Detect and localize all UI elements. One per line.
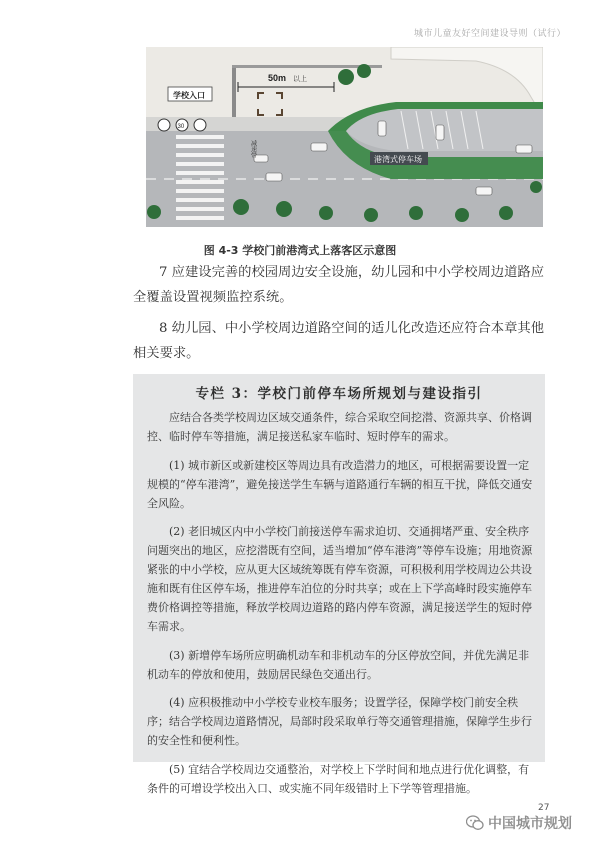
sidebar-box xyxy=(133,374,545,795)
speed-bump-label xyxy=(250,139,257,159)
box-paragraph: (1) 城市新区或新建校区等周边具有改造潜力的地区，可根据需要设置一定规模的“停车港湾”，避免接送学生车辆与道路通行车辆的相互干扰，降低交通安全风险。 xyxy=(147,458,533,510)
bay-parking-label: 港湾式停车场 xyxy=(374,155,422,164)
no-parking-sign-icon xyxy=(194,119,206,131)
box-paragraph: (2) 老旧城区内中小学校门前接送停车需求迫切、交通拥堵严重、安全秩序问题突出的地区，应挖潜既有空间，适当增加“停车港湾”等停车设施；用地资源紧张的中小学校，应从更大区域统筹既有停车资源，可积极利用学校周边公共设施和既有住区停车场，推进停车泊位的分时共享；或在上下学高峰时段实施停车费价格调控等措施，释放学校周边道路的路内停车资源，满足接送学生的短时停车需求。 xyxy=(147,525,533,633)
drop-off-area-diagram xyxy=(146,47,543,227)
distance-label: 50m xyxy=(268,73,287,83)
entrance-label: 学校入口 xyxy=(173,91,205,100)
sidebar-box-title: 专栏 3：学校门前停车场所规划与建设指引 xyxy=(195,386,483,402)
wechat-icon xyxy=(466,815,484,831)
figure-caption: 图 4-3 学校门前港湾式上落客区示意图 xyxy=(203,244,397,257)
sidebar-box-body xyxy=(147,408,533,807)
box-paragraph: (4) 应积极推动中小学校专业校车服务；设置学径，保障学校门前安全秩序；结合学校周边道路情况，局部时段采取单行等交通管理措施，保障学生步行的安全性和便利性。 xyxy=(147,696,532,747)
watermark-text: 中国城市规划 xyxy=(488,816,572,832)
pedestrian-sign-icon xyxy=(158,119,170,131)
bay-parking-area xyxy=(346,109,543,151)
box-paragraph: 应结合各类学校周边区域交通条件，综合采取空间挖潜、资源共享、价格调控、临时停车等措施，满足接送私家车临时、短时停车的需求。 xyxy=(147,411,532,443)
gate-pillar xyxy=(232,65,236,117)
running-header: 城市儿童友好空间建设导则（试行） xyxy=(413,29,566,39)
watermark xyxy=(466,813,572,833)
box-paragraph: (5) 宜结合学校周边交通整治，对学校上下学时间和地点进行优化调整，有条件的可增设学校出入口、或实施不同年级错时上下学等管理措施。 xyxy=(147,762,530,795)
body-paragraph-8: 8 幼儿园、中小学校周边道路空间的适儿化改造还应符合本章其他相关要求。 xyxy=(133,321,544,361)
box-paragraph: (3) 新增停车场所应明确机动车和非机动车的分区停放空间，并优先满足非机动车的停放和使用，鼓励居民绿色交通出行。 xyxy=(147,648,530,681)
svg-text:减速带: 减速带 xyxy=(249,140,257,158)
page-number: 27 xyxy=(538,803,550,813)
distance-suffix: 以上 xyxy=(293,75,307,83)
speed-limit-label: 30 xyxy=(177,124,185,130)
body-paragraph-7: 7 应建设完善的校园周边安全设施，幼儿园和中小学校周边道路应全覆盖设置视频监控系统。 xyxy=(133,265,544,305)
